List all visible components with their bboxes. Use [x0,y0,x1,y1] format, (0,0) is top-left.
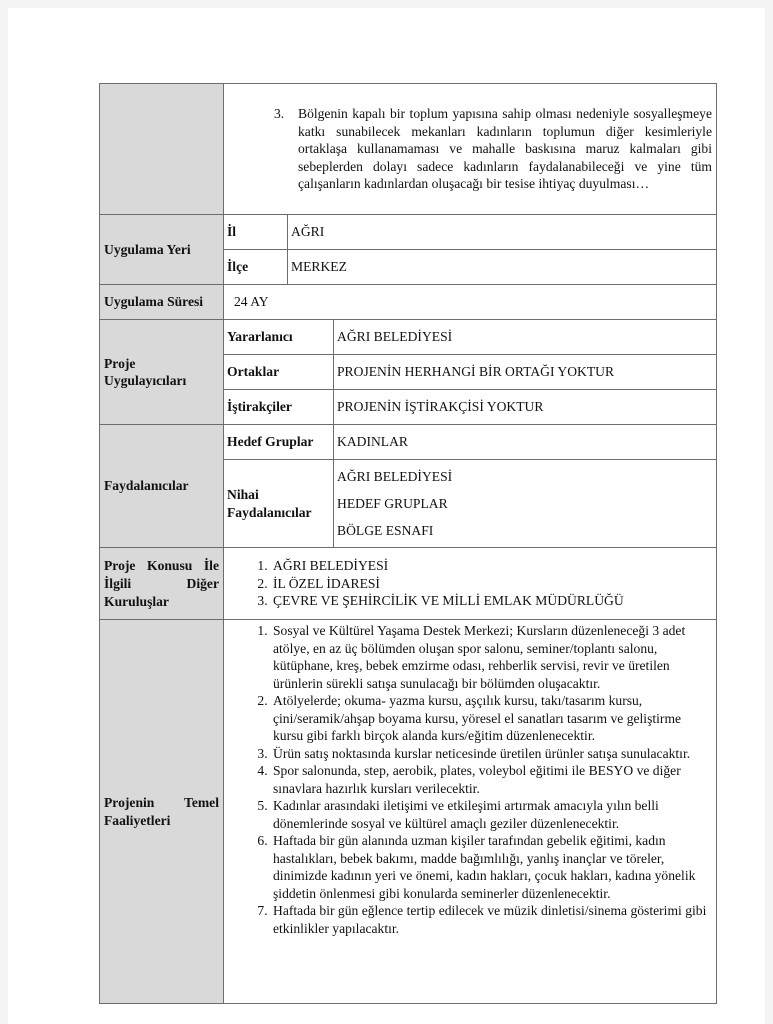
ilgili-kurulus-item: 1. AĞRI BELEDİYESİ [271,557,713,575]
ilgili-kuruluslar-list-cell [224,548,717,620]
faaliyet-item: 4. Spor salonunda, step, aerobik, plates, voleybol eğitimi ile BESYO ve diğer sınavlara hazırlık kursları verilecektir. [271,762,713,797]
document-page [8,8,765,1024]
project-info-table [99,83,717,1004]
uygulama-suresi-value: 24 AY [224,285,717,320]
ilgili-kurulus-item: 2. İL ÖZEL İDARESİ [271,575,713,593]
ortaklar-label: Ortaklar [224,355,334,390]
hedef-gruplar-value: KADINLAR [334,425,717,460]
proje-uygulayicilari-label: Proje Uygulayıcıları [100,320,224,425]
istirakciler-label: İştirakçiler [224,390,334,425]
ilce-value: MERKEZ [288,250,717,285]
faaliyet-item: 5. Kadınlar arasındaki iletişimi ve etkileşimi artırmak amacıyla yılın belli dönemlerinde sosyal ve kültürel amaçlı geziler düzenlenecektir. [271,797,713,832]
uygulama-suresi-label: Uygulama Süresi [100,285,224,320]
temel-faaliyetler-label: Projenin Temel Faaliyetleri [100,620,224,1004]
temel-faaliyetler-row [100,620,717,1004]
intro-label-cell [100,84,224,215]
faaliyet-item: 2. Atölyelerde; okuma- yazma kursu, aşçılık kursu, takı/tasarım kursu, çini/seramik/ahşap boyama kursu, yöresel el sanatları tasarım ve geliştirme kursu gibi farklı birçok alanda kurs/eğitim düzenlenecektir. [271,692,713,745]
faydalanicilar-label: Faydalanıcılar [100,425,224,548]
yararlanici-value: AĞRI BELEDİYESİ [334,320,717,355]
hedef-gruplar-row [100,425,717,460]
nihai-faydalanici-item: AĞRI BELEDİYESİ [337,469,453,484]
uygulama-yeri-row-il [100,215,717,250]
faaliyet-item: 3. Ürün satış noktasında kurslar neticesinde üretilen ürünler satışa sunulacaktır. [271,745,713,763]
faaliyet-item: 7. Haftada bir gün eğlence tertip edilecek ve müzik dinletisi/sinema gösterimi gibi etkinlikler yapılacaktır. [271,902,713,937]
nihai-faydalanici-item: HEDEF GRUPLAR [337,496,448,511]
intro-content-cell [224,84,717,215]
nihai-faydalanicilar-values [334,460,717,548]
ilgili-kuruluslar-row [100,548,717,620]
nihai-faydalanici-item: BÖLGE ESNAFI [337,523,434,538]
uygulama-suresi-row [100,285,717,320]
intro-item-number: 3. [274,106,285,122]
il-label: İl [224,215,288,250]
nihai-faydalanicilar-label: Nihai Faydalanıcılar [224,460,334,548]
ilgili-kurulus-item: 3. ÇEVRE VE ŞEHİRCİLİK VE MİLLİ EMLAK MÜDÜRLÜĞÜ [271,592,713,610]
il-value: AĞRI [288,215,717,250]
yararlanici-label: Yararlanıcı [224,320,334,355]
ortaklar-value: PROJENİN HERHANGİ BİR ORTAĞI YOKTUR [334,355,717,390]
istirakciler-value: PROJENİN İŞTİRAKÇİSİ YOKTUR [334,390,717,425]
intro-item-text: Bölgenin kapalı bir toplum yapısına sahip olması nedeniyle sosyalleşmeye katkı sunabilecek mekanları kadınların toplumun diğer kesimleriyle ortaklaşa kullanamaması ve mahalle baskısına maruz kalmaları gibi sebeplerden dolayı sadece kadınların faydalanabileceği ve yine tüm çalışanların kadınlardan oluşacağı bir tesise ihtiyaç duyulması… [298,106,712,192]
hedef-gruplar-label: Hedef Gruplar [224,425,334,460]
yararlanici-row [100,320,717,355]
faaliyet-item: 6. Haftada bir gün alanında uzman kişiler tarafından gebelik eğitimi, kadın hastalıkları, bebek bakımı, madde bağımlılığı, yanlış inançlar ve töreler, dinimizde kadının yeri ve önemi, kadın hakları, çocuk hakları, kadına yönelik şiddetin önlenmesi gibi konularda seminerler düzenlenecektir. [271,832,713,902]
uygulama-yeri-label: Uygulama Yeri [100,215,224,285]
ilce-label: İlçe [224,250,288,285]
ilgili-kuruluslar-label: Proje Konusu İle İlgili Diğer Kuruluşlar [100,548,224,620]
intro-row [100,84,717,215]
faaliyet-item: 1. Sosyal ve Kültürel Yaşama Destek Merkezi; Kursların düzenleneceği 3 adet atölye, en az üç bölümden oluşan spor salonu, seminer/toplantı salonu, kütüphane, kreş, bebek emzirme odası, rehberlik servisi, revir ve üretilen ürünlerin sürekli satışa sunulacağı bir bölümden oluşacaktır. [271,622,713,692]
temel-faaliyetler-list-cell [224,620,717,1004]
